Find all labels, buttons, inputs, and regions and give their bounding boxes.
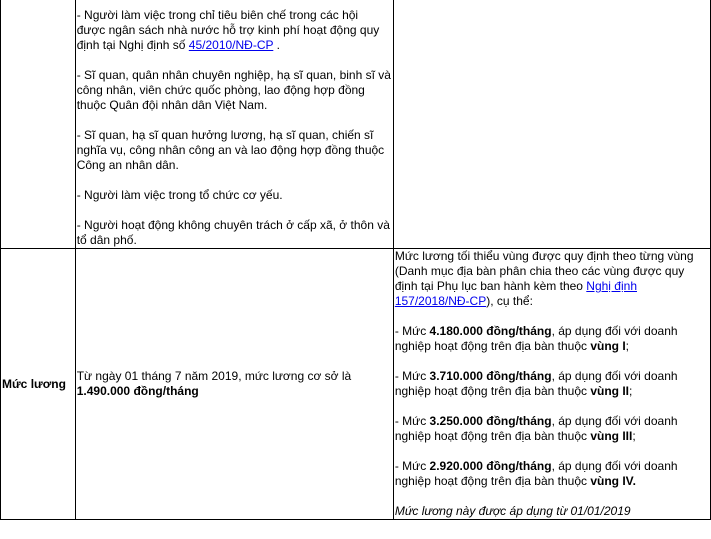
regional-salary-cell	[393, 249, 710, 520]
list-item: - Người làm việc trong tổ chức cơ yếu.	[76, 188, 283, 202]
list-item: - Mức 4.180.000 đồng/tháng, áp dụng đối với doanh nghiệp hoạt động trên địa bàn thuộc vùng I;	[394, 324, 678, 353]
row-label-cell	[1, 249, 76, 520]
base-salary-cell	[75, 249, 393, 520]
list-item: - Mức 2.920.000 đồng/tháng, áp dụng đối với doanh nghiệp hoạt động trên địa bàn thuộc vùng IV.	[394, 459, 678, 488]
row-label: Mức lương	[2, 376, 66, 391]
list-item: - Mức 3.710.000 đồng/tháng, áp dụng đối với doanh nghiệp hoạt động trên địa bàn thuộc vùng II;	[394, 369, 678, 398]
subjects-cell	[75, 0, 393, 249]
effective-date-note: Mức lương này được áp dụng từ 01/01/2019	[394, 504, 631, 518]
table-row	[1, 0, 711, 249]
empty-cell	[1, 0, 76, 249]
base-salary-amount: 1.490.000 đồng/tháng	[76, 384, 199, 398]
list-item: - Sĩ quan, quân nhân chuyên nghiệp, hạ sĩ quan, binh sĩ và công nhân, viên chức quốc phòng, lao động hợp đồng thuộc Quân đội nhân dân Việt Nam.	[76, 68, 391, 112]
list-item: - Sĩ quan, hạ sĩ quan hưởng lương, hạ sĩ quan, chiến sĩ nghĩa vụ, công nhân công an và lao động hợp đồng thuộc Công an nhân dân.	[76, 128, 385, 172]
list-item: - Mức 3.250.000 đồng/tháng, áp dụng đối với doanh nghiệp hoạt động trên địa bàn thuộc vùng III;	[394, 414, 678, 443]
empty-cell	[393, 0, 710, 249]
decree-157-link[interactable]: Nghị định 157/2018/NĐ-CP	[394, 279, 637, 308]
decree-45-link[interactable]: 45/2010/NĐ-CP	[188, 38, 274, 52]
list-item: - Người làm việc trong chỉ tiêu biên chế trong các hội được ngân sách nhà nước hỗ trợ kinh phí hoạt động quy định tại Nghị định số 45/2010/NĐ-CP .	[76, 8, 380, 52]
base-salary-text: Từ ngày 01 tháng 7 năm 2019, mức lương cơ sở là 1.490.000 đồng/tháng	[76, 369, 352, 398]
table-row	[1, 249, 711, 520]
regional-intro: Mức lương tối thiểu vùng được quy định theo từng vùng (Danh mục địa bàn phân chia theo các vùng được quy định tại Phụ lục ban hành kèm theo Nghị định 157/2018/NĐ-CP), cụ thể:	[394, 249, 694, 308]
list-item: - Người hoạt động không chuyên trách ở cấp xã, ở thôn và tổ dân phố.	[76, 218, 390, 247]
